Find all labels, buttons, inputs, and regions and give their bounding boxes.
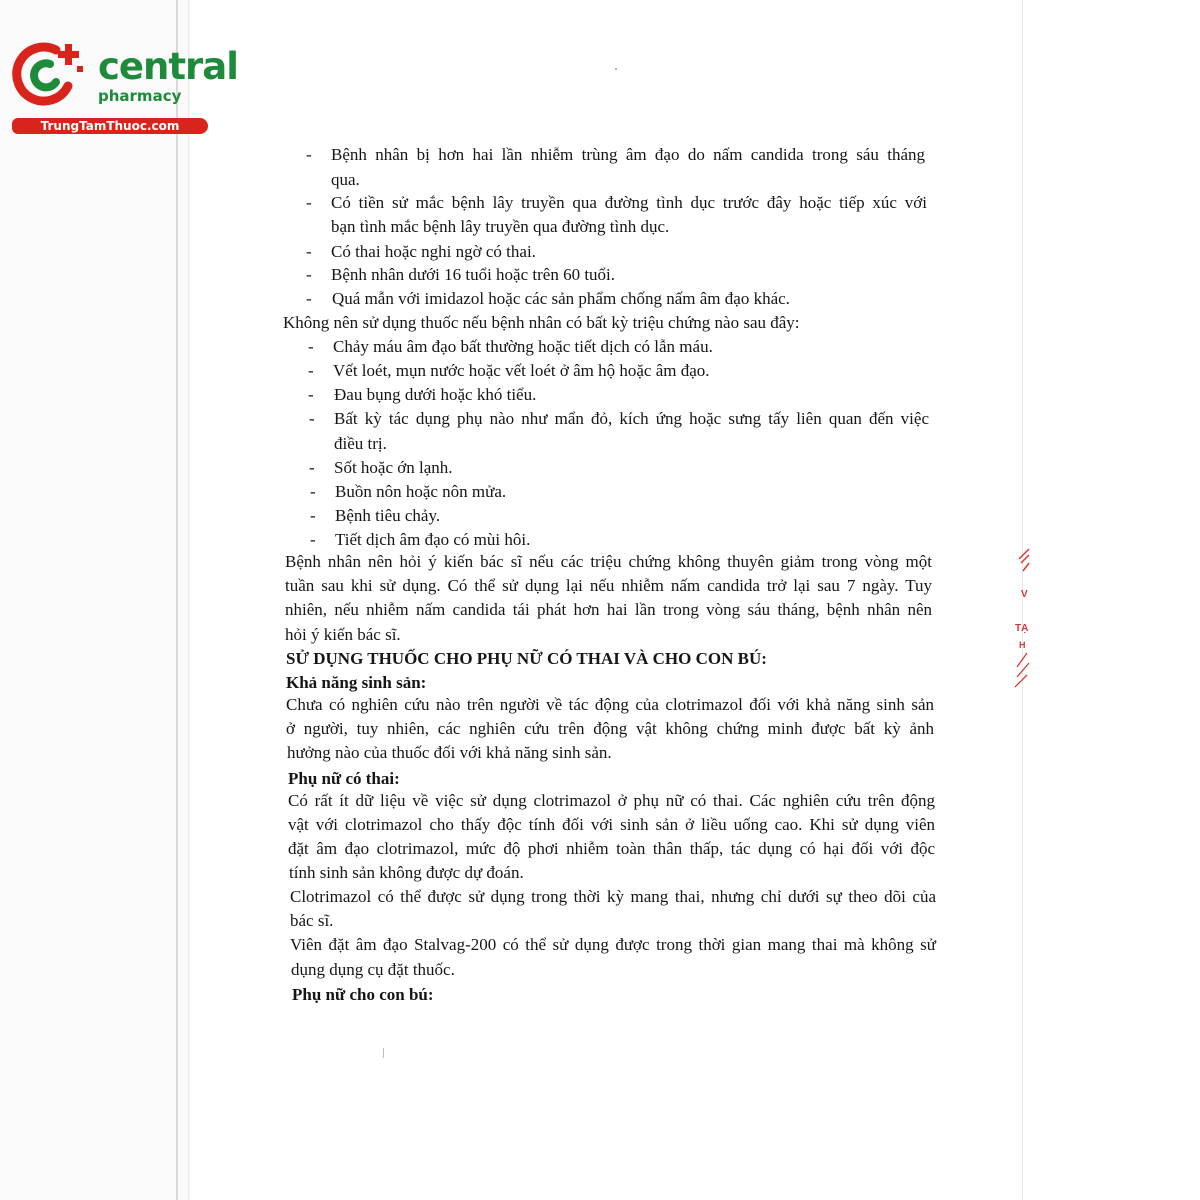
stamp-letter: TẠ — [1015, 623, 1029, 634]
bullet-dash: - — [306, 193, 312, 212]
list-item: Bất kỳ tác dụng phụ nào như mẩn đỏ, kích ứng hoặc sưng tấy liên quan đến việc — [334, 409, 929, 428]
bullet-dash: - — [309, 458, 315, 477]
paragraph-line: Viên đặt âm đạo Stalvag-200 có thể sử dụng được trong thời gian mang thai mà không sử — [290, 935, 936, 954]
list-item: Buồn nôn hoặc nôn mửa. — [335, 482, 507, 501]
list-item: Bệnh nhân dưới 16 tuổi hoặc trên 60 tuổi. — [331, 265, 616, 284]
list-item: Sốt hoặc ớn lạnh. — [334, 458, 453, 477]
bullet-dash: - — [306, 145, 312, 164]
paragraph-line: hưởng nào của thuốc đối với khả năng sinh sản. — [287, 743, 612, 762]
paragraph-line: tuần sau khi sử dụng. Có thể sử dụng lại nếu nhiễm nấm candida trở lại sau 7 ngày. Tuy — [285, 576, 932, 595]
logo-subtitle: pharmacy — [98, 87, 182, 105]
bullet-dash: - — [308, 337, 314, 356]
paragraph-line: Bệnh nhân nên hỏi ý kiến bác sĩ nếu các triệu chứng không thuyên giảm trong vòng một — [285, 552, 932, 571]
subsection-heading: Phụ nữ có thai: — [288, 769, 400, 788]
paragraph-line: dụng dụng cụ đặt thuốc. — [291, 960, 455, 979]
bullet-dash: - — [308, 385, 314, 404]
section-heading: SỬ DỤNG THUỐC CHO PHỤ NỮ CÓ THAI VÀ CHO CON BÚ: — [286, 649, 767, 668]
list-item-continued: bạn tình mắc bệnh lây truyền qua đường tình dục. — [331, 217, 670, 236]
list-item: Quá mẫn với imidazol hoặc các sản phẩm chống nấm âm đạo khác. — [332, 289, 790, 308]
list-item: Tiết dịch âm đạo có mùi hôi. — [335, 530, 531, 549]
logo-brand-name: central — [98, 45, 238, 88]
paragraph-line: Không nên sử dụng thuốc nếu bệnh nhân có bất kỳ triệu chứng nào sau đây: — [283, 313, 800, 332]
bullet-dash: - — [310, 506, 316, 525]
list-item: Vết loét, mụn nước hoặc vết loét ở âm hộ hoặc âm đạo. — [333, 361, 710, 380]
bullet-dash: - — [309, 409, 315, 428]
list-item-continued: qua. — [331, 170, 360, 189]
list-item: Bệnh tiêu chảy. — [335, 506, 441, 525]
list-item: Có thai hoặc nghi ngờ có thai. — [331, 242, 536, 261]
list-item: Chảy máu âm đạo bất thường hoặc tiết dịch có lẫn máu. — [333, 337, 713, 356]
list-item: Có tiền sử mắc bệnh lây truyền qua đường tình dục trước đây hoặc tiếp xúc với — [331, 193, 927, 212]
paragraph-line: bác sĩ. — [290, 911, 334, 930]
paragraph-line: Có rất ít dữ liệu về việc sử dụng clotrimazol ở phụ nữ có thai. Các nghiên cứu trên động — [288, 791, 935, 810]
paragraph-line: vật với clotrimazol cho thấy độc tính đối với sinh sản ở liều uống cao. Khi sử dụng viên — [288, 815, 935, 834]
paragraph-line: đặt âm đạo clotrimazol, mức độ phơi nhiễm toàn thân thấp, tác dụng có hại đối với độc — [288, 839, 935, 858]
bullet-dash: - — [310, 482, 316, 501]
bullet-dash: - — [306, 265, 312, 284]
red-stamp-fragment — [1003, 545, 1033, 695]
bullet-dash: - — [306, 242, 312, 261]
paragraph-line: Chưa có nghiên cứu nào trên người về tác động của clotrimazol đối với khả năng sinh sản — [286, 695, 934, 714]
bullet-dash: - — [308, 361, 314, 380]
bullet-dash: - — [310, 530, 316, 549]
stamp-letter: V — [1021, 589, 1028, 600]
subsection-heading: Khả năng sinh sản: — [286, 673, 427, 692]
logo-website[interactable]: TrungTamThuoc.com — [12, 118, 208, 134]
bullet-dash: - — [306, 289, 312, 308]
paragraph-line: ở người, tuy nhiên, các nghiên cứu trên động vật không chứng minh được bất kỳ ảnh — [286, 719, 934, 738]
paragraph-line: Clotrimazol có thể được sử dụng trong thời kỳ mang thai, nhưng chỉ dưới sự theo dõi của — [290, 887, 936, 906]
stamp-letter: H — [1019, 640, 1026, 650]
paragraph-line: tính sinh sản không được dự đoán. — [289, 863, 524, 882]
subsection-heading: Phụ nữ cho con bú: — [292, 985, 434, 1004]
list-item-continued: điều trị. — [334, 434, 387, 453]
list-item: Bệnh nhân bị hơn hai lần nhiễm trùng âm đạo do nấm candida trong sáu tháng — [331, 145, 925, 164]
paragraph-line: hỏi ý kiến bác sĩ. — [285, 625, 401, 644]
list-item: Đau bụng dưới hoặc khó tiểu. — [334, 385, 537, 404]
paragraph-line: nhiên, nếu nhiễm nấm candida tái phát hơn hai lần trong vòng sáu tháng, bệnh nhân nên — [285, 600, 932, 619]
